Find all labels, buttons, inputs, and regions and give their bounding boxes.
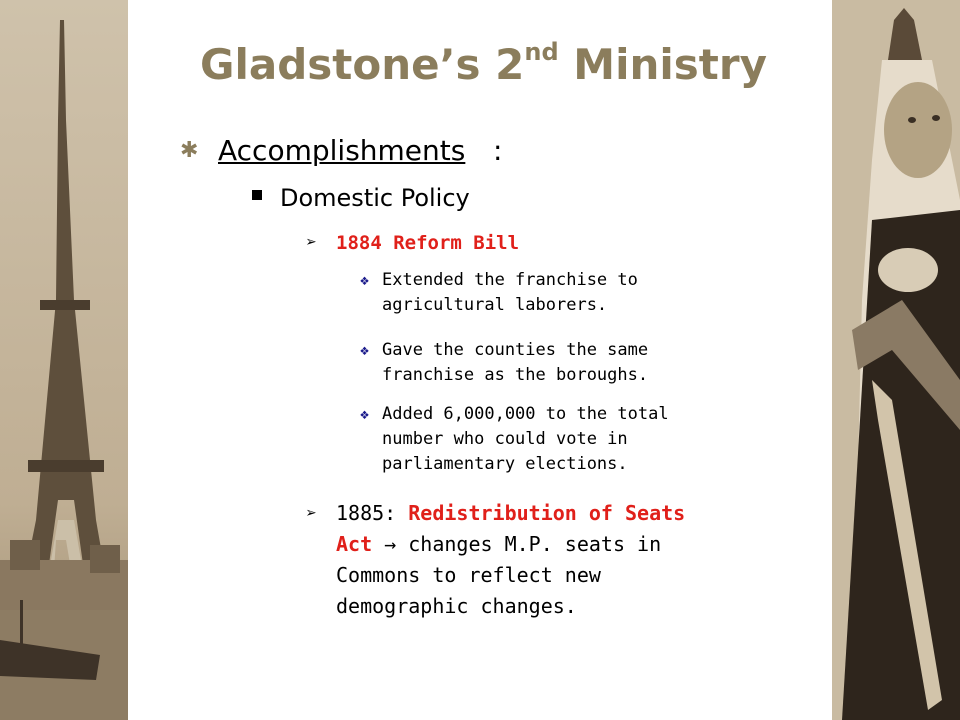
slide-title xyxy=(200,38,767,89)
redistribution-text: changes M.P. seats in xyxy=(396,532,662,556)
title-superscript: nd xyxy=(524,38,559,66)
bullet-line: Gave the counties the same xyxy=(382,340,649,360)
domestic-policy-label: Domestic Policy xyxy=(280,184,470,212)
right-arrow-icon: → xyxy=(384,532,397,556)
arrow-bullet-icon: ➢ xyxy=(306,503,317,524)
reform-bill-label: 1884 Reform Bill xyxy=(336,232,520,254)
bullet-line: Extended the franchise to xyxy=(382,270,638,290)
arrow-bullet-icon: ➢ xyxy=(306,232,317,253)
accomplishments-colon: : xyxy=(493,134,503,167)
bullet-line: Added 6,000,000 to the total xyxy=(382,404,669,424)
title-main: Gladstone’s 2 xyxy=(200,40,525,89)
bullet-line: parliamentary elections. xyxy=(382,454,628,474)
eiffel-tower-image xyxy=(0,0,128,720)
square-bullet-icon xyxy=(252,190,262,200)
portrait-illustration xyxy=(832,0,960,720)
eiffel-tower-illustration xyxy=(0,0,128,720)
redistribution-act-word: Act xyxy=(336,532,373,556)
diamond-bullet-icon: ❖ xyxy=(360,271,370,289)
bullet-line: franchise as the boroughs. xyxy=(382,365,649,385)
bullet-line: agricultural laborers. xyxy=(382,295,608,315)
title-rest: Ministry xyxy=(558,40,767,89)
bullet-line: number who could vote in xyxy=(382,429,628,449)
diamond-bullet-icon: ❖ xyxy=(360,341,370,359)
redistribution-text: Commons to reflect new xyxy=(336,563,601,587)
redistribution-prefix: 1885: xyxy=(336,501,409,525)
redistribution-text: demographic changes. xyxy=(336,594,577,618)
redistribution-act-title: Redistribution of Seats xyxy=(408,501,686,525)
star-bullet-icon: ✱ xyxy=(180,138,199,163)
accomplishments-label: Accomplishments xyxy=(218,134,466,167)
queen-victoria-portrait xyxy=(832,0,960,720)
diamond-bullet-icon: ❖ xyxy=(360,405,370,423)
